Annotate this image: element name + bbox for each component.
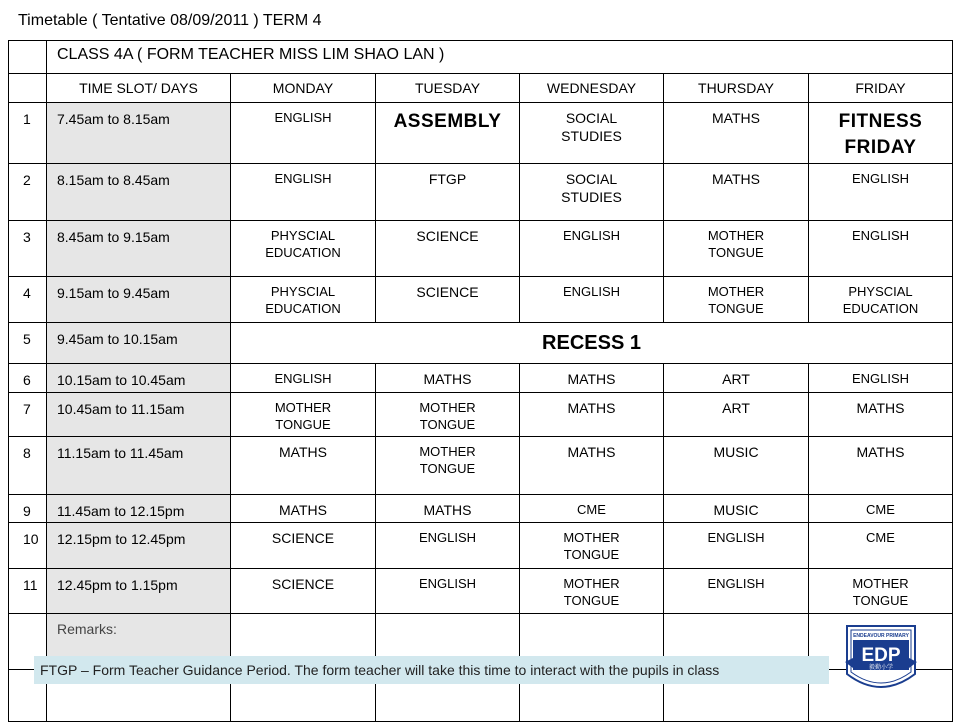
table-row — [9, 364, 953, 393]
time-slot: 11.15am to 11.45am — [47, 437, 231, 495]
period-number: 7 — [9, 393, 47, 437]
subject-line: PHYSCIAL — [270, 228, 336, 243]
subject-cell: MATHS — [231, 495, 376, 523]
subject-cell: ENGLISH — [520, 221, 664, 277]
subject-line: TONGUE — [563, 593, 620, 608]
subject-line: STUDIES — [561, 189, 622, 205]
subject-cell: ART — [664, 393, 809, 437]
subject-cell — [231, 221, 376, 277]
period-number: 5 — [9, 323, 47, 364]
subject-cell: MATHS — [520, 437, 664, 495]
subject-line: TONGUE — [419, 417, 476, 432]
period-number: 6 — [9, 364, 47, 393]
header-friday: FRIDAY — [809, 74, 953, 103]
table-row — [9, 323, 953, 364]
corner-cell — [9, 41, 47, 74]
subject-cell: SCIENCE — [231, 569, 376, 614]
period-number: 2 — [9, 164, 47, 221]
time-slot: 8.45am to 9.15am — [47, 221, 231, 277]
subject-cell: ENGLISH — [231, 164, 376, 221]
subject-cell — [520, 103, 664, 164]
subject-cell: MATHS — [231, 437, 376, 495]
logo-main-text: EDP — [861, 645, 901, 666]
period-number: 10 — [9, 523, 47, 569]
period-number: 4 — [9, 277, 47, 323]
table-row — [9, 495, 953, 523]
table-row — [9, 569, 953, 614]
table-row — [9, 277, 953, 323]
time-slot: 11.45am to 12.15pm — [47, 495, 231, 523]
time-slot: 12.15pm to 12.45pm — [47, 523, 231, 569]
subject-line: TONGUE — [708, 301, 764, 316]
period-number: 8 — [9, 437, 47, 495]
logo-bottom-text: 毅勤小学 — [868, 664, 894, 671]
subject-cell: ENGLISH — [664, 569, 809, 614]
subject-line: STUDIES — [561, 128, 622, 144]
class-title: CLASS 4A ( FORM TEACHER MISS LIM SHAO LAN ) — [47, 41, 953, 74]
header-monday: MONDAY — [231, 74, 376, 103]
subject-cell: ENGLISH — [520, 277, 664, 323]
subject-cell: FTGP — [376, 164, 520, 221]
subject-cell: ENGLISH — [231, 103, 376, 164]
header-time-slot: TIME SLOT/ DAYS — [47, 74, 231, 103]
subject-line: TONGUE — [419, 461, 476, 476]
subject-cell: ENGLISH — [376, 523, 520, 569]
subject-cell: MATHS — [520, 393, 664, 437]
subject-line: MOTHER — [419, 444, 476, 459]
time-slot: 10.15am to 10.45am — [47, 364, 231, 393]
table-row — [9, 393, 953, 437]
table-row — [9, 221, 953, 277]
time-slot: 9.15am to 9.45am — [47, 277, 231, 323]
subject-cell — [376, 393, 520, 437]
subject-cell: SCIENCE — [376, 221, 520, 277]
subject-cell: ENGLISH — [231, 364, 376, 393]
ftgp-note: FTGP – Form Teacher Guidance Period. The form teacher will take this time to interact with the pupils in class — [34, 656, 829, 684]
subject-cell: ASSEMBLY — [376, 103, 520, 164]
header-wednesday: WEDNESDAY — [520, 74, 664, 103]
period-number: 11 — [9, 569, 47, 614]
subject-line: MOTHER — [274, 400, 332, 415]
time-slot: 12.45pm to 1.15pm — [47, 569, 231, 614]
subject-cell — [664, 221, 809, 277]
time-slot: 8.15am to 8.45am — [47, 164, 231, 221]
subject-cell — [231, 277, 376, 323]
table-row — [9, 103, 953, 164]
subject-cell — [809, 569, 953, 614]
subject-cell: ART — [664, 364, 809, 393]
subject-line: MOTHER — [563, 530, 620, 545]
timetable — [8, 40, 953, 722]
subject-cell: ENGLISH — [664, 523, 809, 569]
page-title: Timetable ( Tentative 08/09/2011 ) TERM 4 — [18, 12, 322, 29]
subject-cell — [520, 164, 664, 221]
subject-line: PHYSCIAL — [848, 284, 913, 299]
corner-cell — [9, 74, 47, 103]
subject-cell: CME — [809, 523, 953, 569]
subject-cell: ENGLISH — [809, 164, 953, 221]
subject-cell — [376, 437, 520, 495]
subject-line: EDUCATION — [842, 301, 919, 316]
subject-line: MOTHER — [563, 576, 620, 591]
subject-line: EDUCATION — [265, 301, 341, 316]
period-number: 3 — [9, 221, 47, 277]
subject-cell: MATHS — [664, 164, 809, 221]
table-row — [9, 437, 953, 495]
subject-cell — [809, 277, 953, 323]
time-slot: 10.45am to 11.15am — [47, 393, 231, 437]
remarks-label: Remarks: — [47, 614, 231, 670]
subject-line: TONGUE — [563, 547, 620, 562]
subject-cell: ENGLISH — [809, 221, 953, 277]
subject-line: TONGUE — [852, 593, 909, 608]
subject-cell: MATHS — [664, 103, 809, 164]
subject-cell — [520, 569, 664, 614]
subject-cell: SCIENCE — [231, 523, 376, 569]
subject-cell: MATHS — [520, 364, 664, 393]
subject-cell: MATHS — [376, 495, 520, 523]
subject-line: FITNESS — [838, 111, 923, 132]
subject-line: SOCIAL — [565, 171, 618, 187]
header-tuesday: TUESDAY — [376, 74, 520, 103]
subject-line: FRIDAY — [844, 137, 917, 158]
subject-cell: MUSIC — [664, 437, 809, 495]
subject-line: TONGUE — [708, 245, 764, 260]
subject-cell: MATHS — [809, 393, 953, 437]
subject-line: MOTHER — [707, 228, 765, 243]
subject-cell: MATHS — [376, 364, 520, 393]
subject-cell — [520, 523, 664, 569]
subject-cell: ENGLISH — [809, 364, 953, 393]
table-row — [9, 164, 953, 221]
subject-cell: ENGLISH — [376, 569, 520, 614]
subject-line: PHYSCIAL — [270, 284, 336, 299]
subject-cell: MUSIC — [664, 495, 809, 523]
subject-line: TONGUE — [275, 417, 331, 432]
period-number: 1 — [9, 103, 47, 164]
school-logo — [843, 622, 919, 700]
period-number: 9 — [9, 495, 47, 523]
subject-line: SOCIAL — [565, 110, 618, 126]
subject-line: MOTHER — [707, 284, 765, 299]
subject-cell — [664, 277, 809, 323]
header-thursday: THURSDAY — [664, 74, 809, 103]
subject-line: MOTHER — [419, 400, 476, 415]
recess-cell: RECESS 1 — [231, 323, 953, 364]
subject-cell — [809, 103, 953, 164]
subject-cell — [231, 393, 376, 437]
subject-cell: MATHS — [809, 437, 953, 495]
subject-cell: SCIENCE — [376, 277, 520, 323]
subject-line: EDUCATION — [265, 245, 341, 260]
logo-top-text: ENDEAVOUR PRIMARY — [853, 633, 909, 639]
subject-cell: CME — [809, 495, 953, 523]
table-row — [9, 523, 953, 569]
subject-cell: CME — [520, 495, 664, 523]
time-slot: 9.45am to 10.15am — [47, 323, 231, 364]
subject-line: MOTHER — [852, 576, 909, 591]
time-slot: 7.45am to 8.15am — [47, 103, 231, 164]
